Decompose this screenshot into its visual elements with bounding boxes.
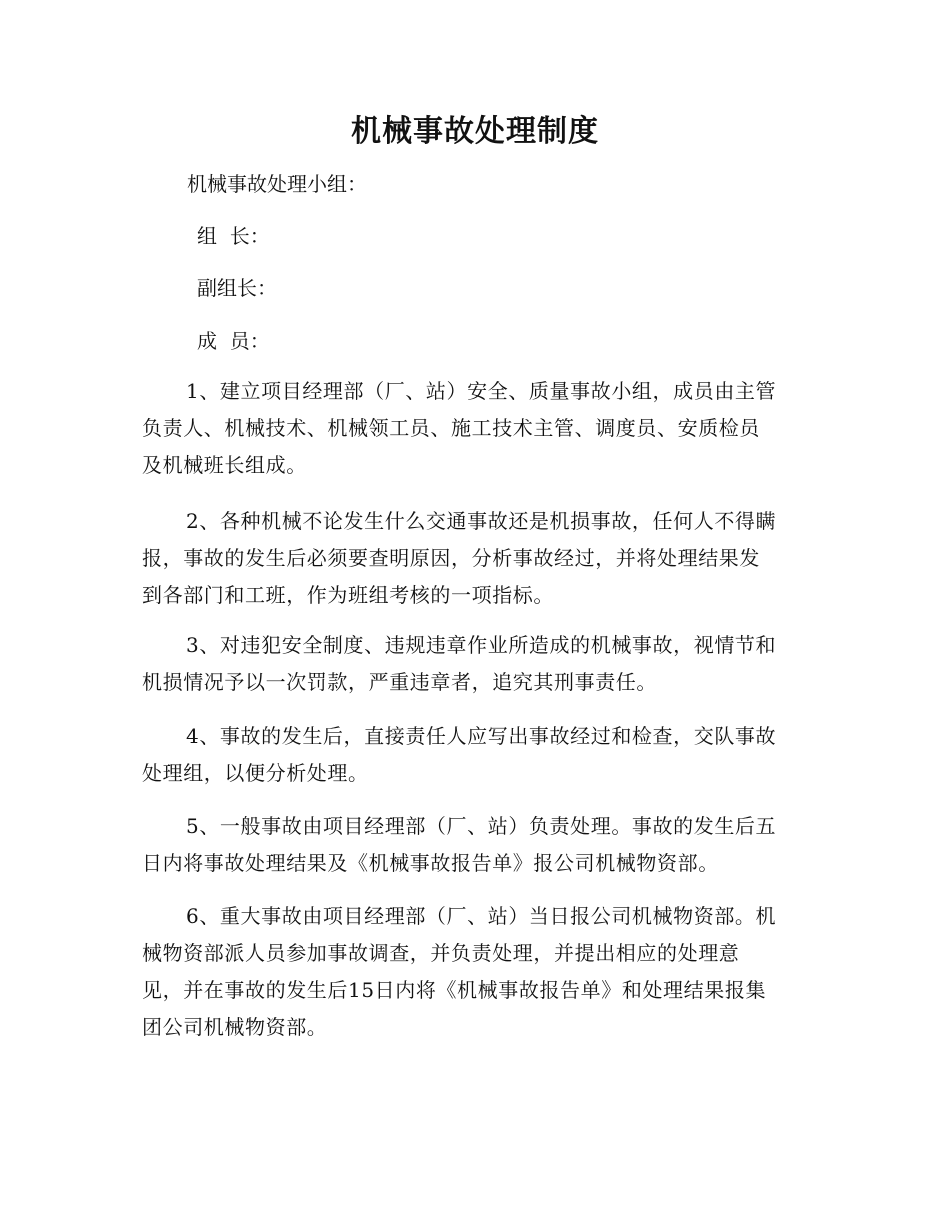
paragraph-line: 负责人、机械技术、机械领工员、施工技术主管、调度员、安质检员 (142, 416, 760, 440)
paragraph-line: 报，事故的发生后必须要查明原因，分析事故经过，并将处理结果发 (142, 546, 760, 570)
role-deputy-label: 副组长： (197, 276, 277, 300)
paragraph-line: 及机械班长组成。 (142, 453, 307, 477)
paragraph-line: 团公司机械物资部。 (142, 1015, 328, 1039)
paragraph-2 (142, 503, 807, 614)
role-members-label: 成 员： (197, 329, 270, 353)
paragraph-line: 机损情况予以一次罚款，严重违章者，追究其刑事责任。 (142, 670, 657, 694)
paragraph-3 (142, 627, 807, 701)
paragraph-1 (142, 373, 807, 484)
paragraph-line: 械物资部派人员参加事故调查，并负责处理，并提出相应的处理意 (142, 941, 740, 965)
paragraph-line: 5、一般事故由项目经理部（厂、站）负责处理。事故的发生后五 (186, 814, 777, 838)
paragraph-4 (142, 718, 807, 792)
paragraph-5 (142, 808, 807, 882)
paragraph-line: 1、建立项目经理部（厂、站）安全、质量事故小组，成员由主管 (186, 379, 777, 403)
paragraph-line: 2、各种机械不论发生什么交通事故还是机损事故，任何人不得瞒 (186, 509, 777, 533)
paragraph-line: 见，并在事故的发生后15日内将《机械事故报告单》和处理结果报集 (142, 978, 767, 1002)
group-title: 机械事故处理小组： (187, 172, 367, 196)
paragraph-line: 处理组，以便分析处理。 (142, 761, 369, 785)
paragraph-line: 4、事故的发生后，直接责任人应写出事故经过和检查，交队事故 (186, 724, 777, 748)
document-title: 机械事故处理制度 (351, 114, 599, 149)
paragraph-line: 日内将事故处理结果及《机械事故报告单》报公司机械物资部。 (142, 851, 719, 875)
paragraph-line: 3、对违犯安全制度、违规违章作业所造成的机械事故，视情节和 (186, 633, 777, 657)
paragraph-line: 到各部门和工班，作为班组考核的一项指标。 (142, 583, 554, 607)
paragraph-line: 6、重大事故由项目经理部（厂、站）当日报公司机械物资部。机 (186, 904, 777, 928)
role-leader-label: 组 长： (197, 224, 270, 248)
paragraph-6 (142, 898, 807, 1046)
